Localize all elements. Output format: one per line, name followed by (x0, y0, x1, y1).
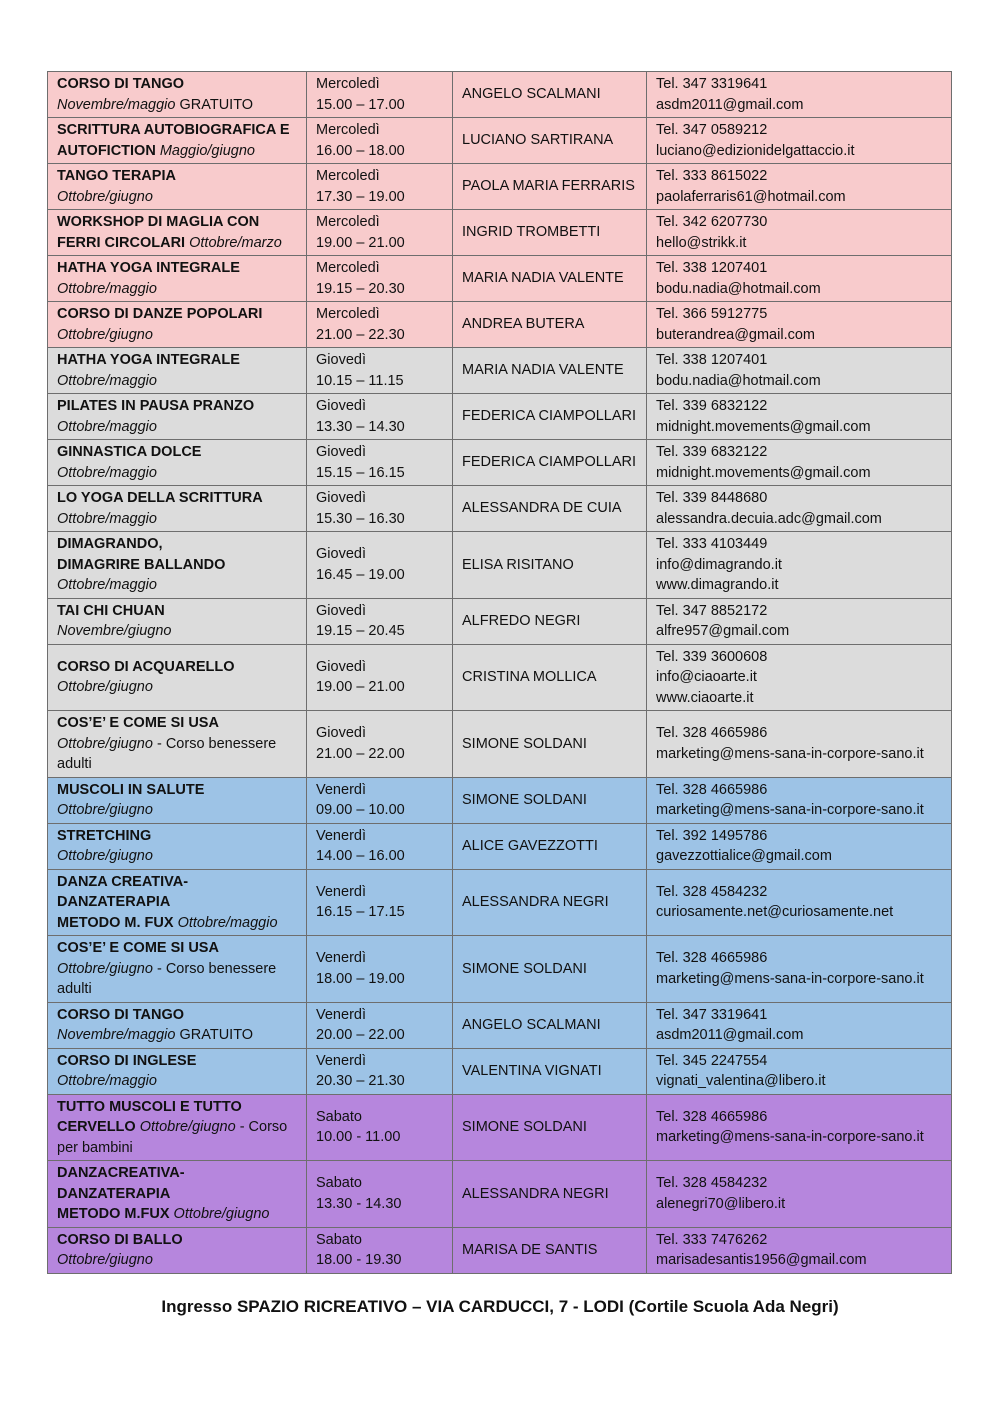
course-row (48, 532, 952, 599)
course-time: 14.00 – 16.00 (316, 848, 405, 864)
course-day: Mercoledì (316, 168, 380, 184)
course-cell (48, 394, 307, 440)
course-day: Sabato (316, 1231, 362, 1248)
schedule-cell (307, 644, 453, 711)
contact-phone: Tel. 339 6832122 (656, 444, 768, 460)
course-row (48, 72, 952, 118)
contact-website: www.dimagrando.it (656, 577, 779, 593)
schedule-body (48, 72, 952, 1274)
course-period: Ottobre/maggio (173, 914, 278, 931)
teacher-cell (453, 532, 647, 599)
course-cell (48, 72, 307, 118)
teacher-cell (453, 936, 647, 1003)
contact-phone: Tel. 347 3319641 (656, 76, 768, 92)
teacher-name: SIMONE SOLDANI (462, 735, 587, 752)
contact-cell (647, 711, 952, 778)
schedule-cell (307, 823, 453, 869)
contact-email: bodu.nadia@hotmail.com (656, 280, 821, 297)
course-row (48, 644, 952, 711)
contact-email: gavezzottialice@gmail.com (656, 848, 832, 864)
contact-phone: Tel. 328 4584232 (656, 1175, 768, 1192)
teacher-cell (453, 644, 647, 711)
course-time: 13.30 - 14.30 (316, 1195, 402, 1212)
course-time: 19.15 – 20.30 (316, 280, 405, 297)
course-period: Ottobre/giugno (57, 679, 153, 696)
teacher-name: ALICE GAVEZZOTTI (462, 837, 598, 854)
course-day: Mercoledì (316, 76, 380, 92)
teacher-name: ELISA RISITANO (462, 556, 574, 573)
course-cell (48, 598, 307, 644)
schedule-cell (307, 777, 453, 823)
contact-phone: Tel. 333 7476262 (656, 1231, 768, 1248)
contact-cell (647, 486, 952, 532)
course-time: 20.30 – 21.30 (316, 1073, 405, 1089)
contact-cell (647, 532, 952, 599)
teacher-cell (453, 1161, 647, 1228)
course-day: Venerdì (316, 1006, 366, 1023)
course-period: Ottobre/giugno (57, 960, 153, 977)
course-time: 10.00 - 11.00 (316, 1129, 401, 1146)
contact-phone: Tel. 328 4584232 (656, 883, 768, 900)
contact-cell (647, 777, 952, 823)
teacher-name: SIMONE SOLDANI (462, 791, 587, 808)
schedule-cell (307, 394, 453, 440)
course-title: CERVELLO (57, 1119, 136, 1135)
venue-footer: Ingresso SPAZIO RICREATIVO – VIA CARDUCCI, 7 - LODI (Cortile Scuola Ada Negri) (161, 1297, 839, 1316)
course-cell (48, 936, 307, 1003)
teacher-name: VALENTINA VIGNATI (462, 1062, 602, 1079)
teacher-name: ALFREDO NEGRI (462, 612, 581, 629)
contact-cell (647, 256, 952, 302)
course-title: TANGO TERAPIA (57, 168, 176, 184)
course-row (48, 1002, 952, 1048)
contact-email: alfre957@gmail.com (656, 623, 790, 639)
teacher-cell (453, 210, 647, 256)
course-cell (48, 348, 307, 394)
schedule-cell (307, 1094, 453, 1161)
teacher-cell (453, 869, 647, 936)
teacher-name: FEDERICA CIAMPOLLARI (462, 408, 637, 425)
course-day: Giovedì (316, 546, 366, 563)
course-note: - Corso benessere (152, 960, 277, 977)
contact-cell (647, 210, 952, 256)
course-row (48, 936, 952, 1003)
teacher-cell (453, 394, 647, 440)
teacher-name: ANDREA BUTERA (462, 316, 585, 333)
course-title: CORSO DI TANGO (57, 1006, 185, 1023)
contact-website: www.ciaoarte.it (656, 689, 754, 706)
course-cell (48, 256, 307, 302)
course-period: Ottobre/giugno (57, 848, 153, 864)
course-cell (48, 118, 307, 164)
course-schedule-table (47, 71, 952, 1274)
course-title: COS’E’ E COME SI USA (57, 940, 219, 956)
course-note: GRATUITO (175, 96, 254, 113)
course-time: 18.00 - 19.30 (316, 1252, 402, 1268)
contact-phone: Tel. 347 0589212 (656, 122, 768, 138)
contact-cell (647, 1002, 952, 1048)
course-title: LO YOGA DELLA SCRITTURA (57, 490, 263, 506)
contact-email: alenegri70@libero.it (656, 1195, 786, 1212)
course-period: Ottobre/giugno (57, 735, 153, 752)
contact-email: marketing@mens-sana-in-corpore-sano.it (656, 970, 924, 987)
schedule-cell (307, 210, 453, 256)
contact-phone: Tel. 333 4103449 (656, 536, 768, 552)
schedule-cell (307, 936, 453, 1003)
course-note: - Corso benessere (152, 735, 277, 752)
teacher-name: ALESSANDRA NEGRI (462, 1185, 609, 1202)
contact-cell (647, 118, 952, 164)
course-row (48, 164, 952, 210)
schedule-cell (307, 598, 453, 644)
schedule-cell (307, 532, 453, 599)
course-title: TAI CHI CHUAN (57, 602, 165, 619)
contact-phone: Tel. 392 1495786 (656, 827, 768, 844)
course-cell (48, 777, 307, 823)
course-cell (48, 1002, 307, 1048)
contact-email: paolaferraris61@hotmail.com (656, 188, 846, 205)
schedule-cell (307, 440, 453, 486)
contact-phone: Tel. 342 6207730 (656, 214, 768, 230)
course-row (48, 486, 952, 532)
course-title: FERRI CIRCOLARI (57, 234, 186, 251)
course-time: 20.00 – 22.00 (316, 1027, 405, 1043)
contact-phone: Tel. 338 1207401 (656, 352, 768, 368)
course-period: Novembre/maggio (57, 1027, 176, 1043)
contact-email: marketing@mens-sana-in-corpore-sano.it (656, 802, 924, 818)
course-title: SCRITTURA AUTOBIOGRAFICA E (57, 122, 290, 138)
course-time: 19.15 – 20.45 (316, 623, 405, 639)
course-row (48, 869, 952, 936)
teacher-cell (453, 486, 647, 532)
schedule-cell (307, 302, 453, 348)
course-day: Giovedì (316, 352, 366, 368)
contact-cell (647, 302, 952, 348)
course-row (48, 256, 952, 302)
teacher-cell (453, 1002, 647, 1048)
contact-email: marisadesantis1956@gmail.com (656, 1252, 867, 1268)
course-period: Ottobre/giugno (57, 188, 153, 205)
course-row (48, 598, 952, 644)
course-time: 10.15 – 11.15 (316, 372, 404, 389)
course-time: 15.15 – 16.15 (316, 464, 405, 481)
course-day: Giovedì (316, 602, 366, 619)
course-day: Venerdì (316, 883, 366, 900)
teacher-name: SIMONE SOLDANI (462, 1119, 587, 1135)
course-title: CORSO DI BALLO (57, 1231, 183, 1248)
schedule-cell (307, 118, 453, 164)
course-day: Giovedì (316, 490, 366, 506)
course-row (48, 1227, 952, 1273)
course-period: Maggio/giugno (155, 142, 255, 159)
course-title: CORSO DI TANGO (57, 76, 185, 92)
course-title: METODO M.FUX (57, 1206, 170, 1222)
contact-cell (647, 869, 952, 936)
contact-email: luciano@edizionidelgattaccio.it (656, 142, 855, 159)
course-cell (48, 1161, 307, 1228)
course-period: Ottobre/maggio (57, 372, 157, 389)
course-day: Mercoledì (316, 306, 380, 322)
contact-cell (647, 72, 952, 118)
course-title: MUSCOLI IN SALUTE (57, 781, 205, 798)
course-time: 16.15 – 17.15 (316, 904, 405, 921)
contact-email: vignati_valentina@libero.it (656, 1073, 826, 1089)
course-title: METODO M. FUX (57, 914, 174, 931)
course-cell (48, 302, 307, 348)
course-time: 21.00 – 22.30 (316, 326, 405, 343)
schedule-cell (307, 1161, 453, 1228)
contact-cell (647, 1094, 952, 1161)
contact-email: midnight.movements@gmail.com (656, 418, 871, 435)
teacher-cell (453, 164, 647, 210)
course-day: Sabato (316, 1175, 362, 1192)
course-time: 17.30 – 19.00 (316, 188, 405, 205)
contact-email: info@dimagrando.it (656, 556, 782, 573)
course-period: Novembre/giugno (57, 623, 172, 639)
course-cell (48, 644, 307, 711)
course-time: 13.30 – 14.30 (316, 418, 405, 435)
contact-cell (647, 823, 952, 869)
teacher-name: MARIA NADIA VALENTE (462, 270, 624, 287)
contact-phone: Tel. 328 4665986 (656, 1108, 768, 1125)
contact-cell (647, 936, 952, 1003)
course-period: Ottobre/giugno (57, 802, 153, 818)
course-title: DIMAGRIRE BALLANDO (57, 556, 226, 573)
schedule-cell (307, 486, 453, 532)
contact-phone: Tel. 333 8615022 (656, 168, 768, 184)
course-cell (48, 164, 307, 210)
course-row (48, 1048, 952, 1094)
course-title: COS’E’ E COME SI USA (57, 715, 219, 731)
contact-cell (647, 164, 952, 210)
contact-cell (647, 644, 952, 711)
course-day: Venerdì (316, 950, 366, 967)
teacher-cell (453, 1227, 647, 1273)
contact-cell (647, 1048, 952, 1094)
course-cell (48, 532, 307, 599)
course-cell (48, 711, 307, 778)
course-title: AUTOFICTION (57, 142, 156, 159)
contact-email: asdm2011@gmail.com (656, 1027, 804, 1043)
contact-email: asdm2011@gmail.com (656, 96, 804, 113)
course-title: CORSO DI ACQUARELLO (57, 658, 235, 675)
schedule-cell (307, 256, 453, 302)
course-title: GINNASTICA DOLCE (57, 444, 202, 460)
contact-email: bodu.nadia@hotmail.com (656, 372, 821, 389)
course-title: STRETCHING (57, 827, 152, 844)
contact-phone: Tel. 347 8852172 (656, 602, 768, 619)
course-title: CORSO DI INGLESE (57, 1052, 197, 1069)
course-period: Ottobre/marzo (185, 234, 282, 251)
course-cell (48, 210, 307, 256)
course-day: Venerdì (316, 1052, 366, 1069)
course-period: Ottobre/maggio (57, 510, 157, 527)
course-row (48, 348, 952, 394)
course-title: HATHA YOGA INTEGRALE (57, 260, 240, 276)
teacher-cell (453, 302, 647, 348)
schedule-cell (307, 164, 453, 210)
teacher-cell (453, 823, 647, 869)
contact-phone: Tel. 339 3600608 (656, 648, 768, 665)
teacher-cell (453, 348, 647, 394)
course-time: 15.30 – 16.30 (316, 510, 405, 527)
contact-email: midnight.movements@gmail.com (656, 464, 871, 481)
teacher-name: ALESSANDRA NEGRI (462, 894, 609, 910)
contact-phone: Tel. 338 1207401 (656, 260, 768, 276)
course-row (48, 118, 952, 164)
course-row (48, 777, 952, 823)
course-time: 18.00 – 19.00 (316, 970, 405, 987)
teacher-name: MARISA DE SANTIS (462, 1241, 598, 1258)
course-period: Ottobre/giugno (57, 1252, 153, 1268)
course-title: PILATES IN PAUSA PRANZO (57, 398, 255, 414)
teacher-name: FEDERICA CIAMPOLLARI (462, 454, 637, 471)
contact-phone: Tel. 328 4665986 (656, 781, 768, 798)
course-row (48, 1094, 952, 1161)
course-time: 15.00 – 17.00 (316, 96, 405, 113)
course-note: - Corso (235, 1119, 288, 1135)
teacher-name: CRISTINA MOLLICA (462, 669, 597, 685)
teacher-name: PAOLA MARIA FERRARIS (462, 178, 635, 195)
course-period: Ottobre/maggio (57, 418, 157, 435)
teacher-name: ANGELO SCALMANI (462, 86, 601, 103)
contact-cell (647, 348, 952, 394)
contact-phone: Tel. 366 5912775 (656, 306, 768, 322)
course-period: Ottobre/maggio (57, 1073, 157, 1089)
teacher-name: ALESSANDRA DE CUIA (462, 500, 622, 517)
teacher-name: INGRID TROMBETTI (462, 224, 601, 241)
course-day: Giovedì (316, 725, 366, 742)
course-period: Novembre/maggio (57, 96, 176, 113)
course-cell (48, 823, 307, 869)
course-cell (48, 1227, 307, 1273)
contact-email: info@ciaoarte.it (656, 669, 757, 685)
course-title: TUTTO MUSCOLI E TUTTO (57, 1098, 242, 1115)
course-title: HATHA YOGA INTEGRALE (57, 352, 240, 368)
contact-cell (647, 1161, 952, 1228)
course-cell (48, 1094, 307, 1161)
course-day: Giovedì (316, 658, 366, 675)
course-time: 19.00 – 21.00 (316, 679, 405, 696)
contact-phone: Tel. 328 4665986 (656, 725, 768, 742)
contact-email: curiosamente.net@curiosamente.net (656, 904, 894, 921)
teacher-name: ANGELO SCALMANI (462, 1016, 601, 1033)
contact-email: hello@strikk.it (656, 234, 747, 251)
teacher-cell (453, 777, 647, 823)
course-day: Mercoledì (316, 260, 380, 276)
teacher-cell (453, 598, 647, 644)
contact-phone: Tel. 347 3319641 (656, 1006, 768, 1023)
course-period: Ottobre/maggio (57, 464, 157, 481)
course-row (48, 823, 952, 869)
course-row (48, 302, 952, 348)
course-note: adulti (57, 981, 92, 997)
course-note: GRATUITO (175, 1027, 254, 1043)
contact-cell (647, 440, 952, 486)
course-title: CORSO DI DANZE POPOLARI (57, 306, 263, 322)
contact-phone: Tel. 339 6832122 (656, 398, 768, 414)
course-time: 16.00 – 18.00 (316, 142, 405, 159)
contact-cell (647, 394, 952, 440)
course-day: Sabato (316, 1108, 362, 1125)
contact-phone: Tel. 339 8448680 (656, 490, 768, 506)
contact-phone: Tel. 345 2247554 (656, 1052, 768, 1069)
course-period: Ottobre/giugno (169, 1206, 270, 1222)
course-title: DANZACREATIVA-DANZATERAPIA (57, 1165, 185, 1202)
course-time: 16.45 – 19.00 (316, 566, 405, 583)
contact-email: alessandra.decuia.adc@gmail.com (656, 510, 882, 527)
course-day: Giovedì (316, 444, 366, 460)
course-period: Ottobre/maggio (57, 577, 157, 593)
teacher-cell (453, 118, 647, 164)
course-row (48, 711, 952, 778)
contact-email: marketing@mens-sana-in-corpore-sano.it (656, 1129, 924, 1146)
course-row (48, 210, 952, 256)
contact-email: marketing@mens-sana-in-corpore-sano.it (656, 745, 924, 762)
course-row (48, 394, 952, 440)
course-period: Ottobre/maggio (57, 280, 157, 297)
teacher-cell (453, 711, 647, 778)
contact-cell (647, 1227, 952, 1273)
course-cell (48, 440, 307, 486)
course-time: 21.00 – 22.00 (316, 745, 405, 762)
contact-phone: Tel. 328 4665986 (656, 950, 768, 967)
schedule-cell (307, 869, 453, 936)
course-time: 09.00 – 10.00 (316, 802, 405, 818)
teacher-cell (453, 256, 647, 302)
teacher-cell (453, 1048, 647, 1094)
course-day: Mercoledì (316, 122, 380, 138)
course-period: Ottobre/giugno (57, 326, 153, 343)
schedule-cell (307, 1227, 453, 1273)
course-day: Venerdì (316, 781, 366, 798)
course-day: Giovedì (316, 398, 366, 414)
contact-email: buterandrea@gmail.com (656, 326, 815, 343)
course-period: Ottobre/giugno (135, 1119, 236, 1135)
contact-cell (647, 598, 952, 644)
schedule-cell (307, 348, 453, 394)
teacher-cell (453, 440, 647, 486)
teacher-name: LUCIANO SARTIRANA (462, 132, 614, 149)
teacher-cell (453, 1094, 647, 1161)
course-time: 19.00 – 21.00 (316, 234, 405, 251)
course-row (48, 440, 952, 486)
schedule-cell (307, 1002, 453, 1048)
course-note: per bambini (57, 1139, 133, 1156)
course-title: WORKSHOP DI MAGLIA CON (57, 214, 260, 230)
course-row (48, 1161, 952, 1228)
course-cell (48, 486, 307, 532)
course-note: adulti (57, 756, 92, 772)
course-day: Venerdì (316, 827, 366, 844)
teacher-cell (453, 72, 647, 118)
course-title: DANZA CREATIVA-DANZATERAPIA (57, 873, 189, 910)
course-cell (48, 1048, 307, 1094)
teacher-name: MARIA NADIA VALENTE (462, 362, 624, 379)
schedule-cell (307, 711, 453, 778)
schedule-cell (307, 1048, 453, 1094)
teacher-name: SIMONE SOLDANI (462, 960, 587, 977)
course-title: DIMAGRANDO, (57, 536, 163, 552)
schedule-cell (307, 72, 453, 118)
course-day: Mercoledì (316, 214, 380, 230)
course-cell (48, 869, 307, 936)
